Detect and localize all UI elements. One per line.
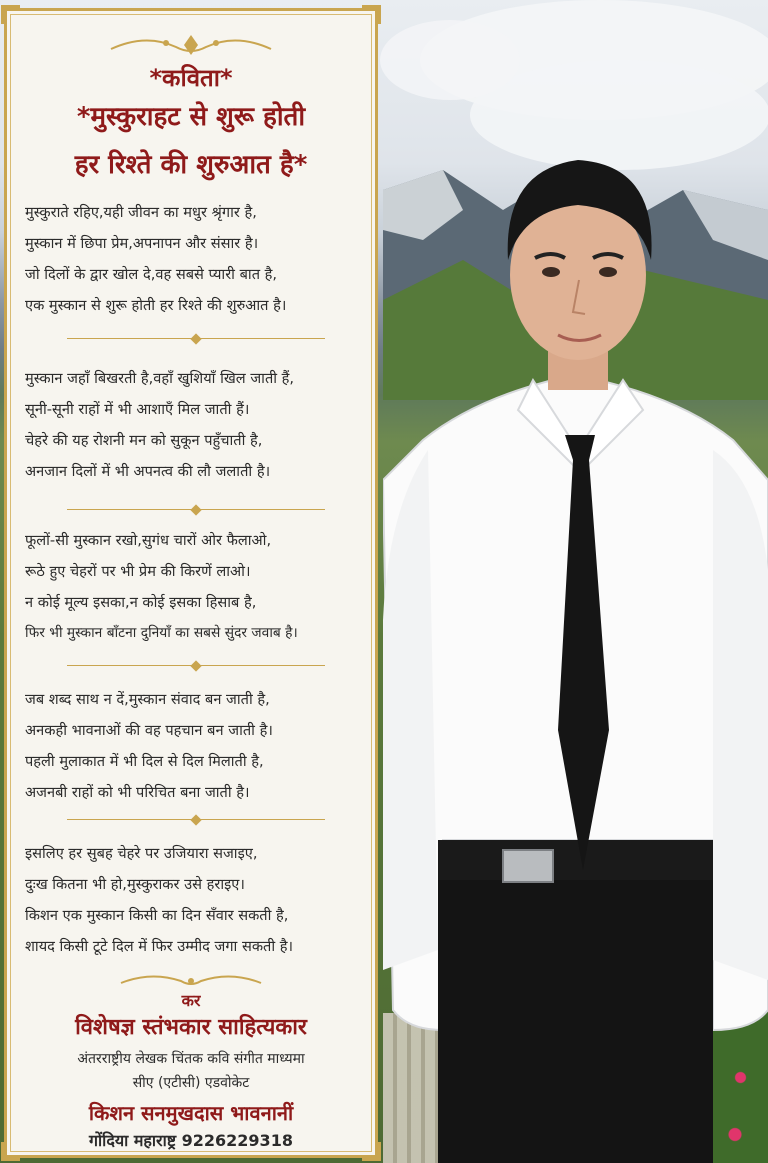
poem-line: फिर भी मुस्कान बाँटना दुनियाँ का सबसे सुंदर जवाब है। (25, 625, 298, 641)
poem-stanza-5 (25, 838, 375, 962)
author-description: अंतरराष्ट्रीय लेखक चिंतक कवि संगीत माध्यमा (77, 1051, 305, 1067)
stanza-divider (67, 334, 325, 344)
author-location-phone: गोंदिया महाराष्ट्र 9226229318 (89, 1131, 293, 1150)
poem-line: पहली मुलाकात में भी दिल से दिल मिलाती है, (25, 753, 264, 770)
poem-line: न कोई मूल्य इसका,न कोई इसका हिसाब है, (25, 594, 257, 611)
poem-line: अनजान दिलों में भी अपनत्व की लौ जलाती है। (25, 463, 271, 480)
stanza-divider (67, 815, 325, 825)
author-by-label: कर (181, 991, 201, 1010)
poem-heading: *कविता* (149, 64, 233, 92)
poem-title-line-1: *मुस्कुराहट से शुरू होती (76, 102, 306, 132)
poem-line: चेहरे की यह रोशनी मन को सुकून पहुँचाती है, (25, 432, 263, 449)
poem-line: अजनबी राहों को भी परिचित बना जाती है। (25, 784, 250, 801)
portrait-person (383, 150, 768, 1163)
poem-line: इसलिए हर सुबह चेहरे पर उजियारा सजाइए, (25, 845, 258, 862)
bottom-scroll-ornament-icon (116, 971, 266, 991)
poem-line: मुस्कान में छिपा प्रेम,अपनापन और संसार है। (25, 235, 259, 252)
author-qualification: सीए (एटीसी) एडवोकेट (132, 1075, 250, 1091)
poem-stanza-3 (25, 525, 375, 649)
poem-card (4, 8, 378, 1158)
poem-line: मुस्कान जहाँ बिखरती है,वहाँ खुशियाँ खिल जाती हैं, (25, 370, 295, 387)
poem-line: जो दिलों के द्वार खोल दे,वह सबसे प्यारी बात है, (25, 266, 278, 283)
poem-stanza-2 (25, 363, 375, 487)
top-scroll-ornament-icon (106, 31, 276, 59)
poem-line: किशन एक मुस्कान किसी का दिन सँवार सकती है, (25, 907, 289, 924)
poem-line: मुस्कुराते रहिए,यही जीवन का मधुर श्रृंगार है, (25, 204, 257, 221)
card-corner-ornament (362, 5, 381, 24)
poem-title-line-2: हर रिश्ते की शुरुआत है* (74, 150, 308, 180)
poem-line: अनकही भावनाओं की वह पहचान बन जाती है। (25, 722, 273, 739)
poem-line: रूठे हुए चेहरों पर भी प्रेम की किरणें लाओ। (25, 563, 251, 580)
stanza-divider (67, 661, 325, 671)
stanza-divider (67, 505, 325, 515)
poem-line: फूलों-सी मुस्कान रखो,सुगंध चारों ओर फैलाओ, (25, 532, 272, 549)
author-name: किशन सनमुखदास भावनानीं (88, 1101, 294, 1125)
poem-line: दुःख कितना भी हो,मुस्कुराकर उसे हराइए। (25, 876, 245, 893)
poem-line: शायद किसी टूटे दिल में फिर उम्मीद जगा सकती है। (25, 938, 294, 955)
card-corner-ornament (1, 5, 20, 24)
poem-stanza-1 (25, 197, 375, 321)
poem-stanza-4 (25, 684, 375, 808)
cloud (380, 20, 520, 100)
poem-line: एक मुस्कान से शुरू होती हर रिश्ते की शुरुआत है। (25, 297, 287, 314)
poem-line: जब शब्द साथ न दें,मुस्कान संवाद बन जाती है, (25, 691, 270, 708)
author-role: विशेषज्ञ स्तंभकार साहित्यकार (75, 1015, 307, 1040)
poem-line: सूनी-सूनी राहों में भी आशाएँ मिल जाती हैं। (25, 401, 250, 418)
